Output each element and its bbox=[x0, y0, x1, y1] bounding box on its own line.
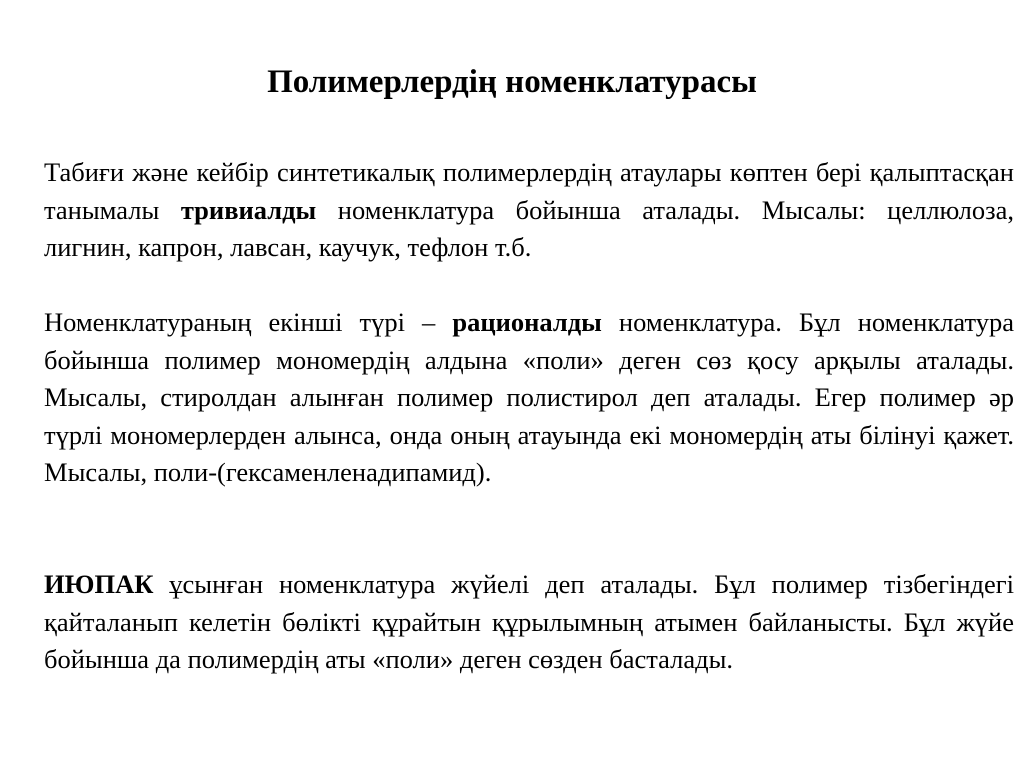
paragraph-text: ұсынған номенклатура жүйелі деп аталады. Бұл полимер тізбегіндегі қайталанып келетін бөлікті құрайтын құрылымның атымен байланысты. Бұл жүйе бойынша да полимердің аты «поли» деген сөзден басталады. bbox=[44, 569, 1014, 674]
paragraph-rational-nomenclature bbox=[44, 304, 1014, 492]
term-iupac: ИЮПАК bbox=[44, 569, 154, 599]
term-trivial: тривиалды bbox=[180, 194, 317, 225]
paragraph-trivial-nomenclature bbox=[44, 154, 1014, 267]
slide-title: Полимерлердің номенклатурасы bbox=[267, 64, 757, 100]
paragraph-text: номенклатура. Бұл номенклатура бойынша полимер мономердің алдына «поли» деген сөз қосу арқылы аталады. Мысалы, стиролдан алынған полимер полистирол деп аталады. Егер полимер әр түрлі мономерлерден алынса, онда оның атауында екі мономердің аты білінуі қажет. Мысалы, поли-(гексаменленадипамид). bbox=[44, 307, 1015, 487]
paragraph-iupac-nomenclature bbox=[44, 566, 1014, 679]
term-rational: рационалды bbox=[452, 307, 602, 337]
paragraph-text: Номенклатураның екінші түрі – bbox=[44, 307, 453, 337]
paragraph-text: номенклатура бойынша аталады. Мысалы: целлюлоза, лигнин, капрон, лавсан, каучук, тефлон т.б. bbox=[44, 194, 1015, 262]
paragraph-text: Табиғи және кейбір синтетикалық полимерлердің атаулары көптен бері қалыптасқан танымалы bbox=[44, 157, 1014, 225]
